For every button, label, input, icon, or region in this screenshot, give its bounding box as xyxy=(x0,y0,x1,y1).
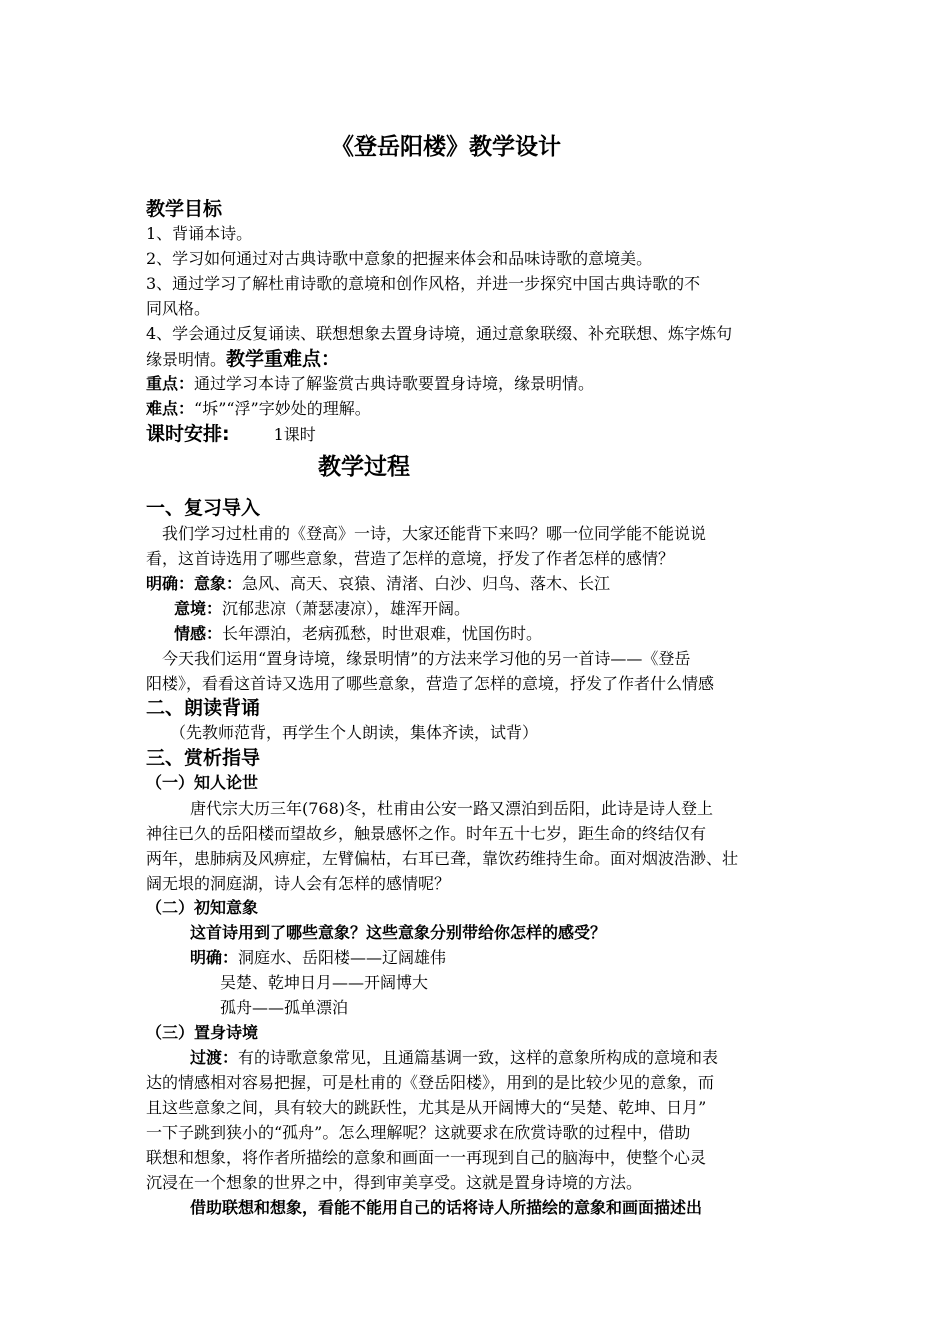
sub3-line-1 xyxy=(190,1046,718,1070)
key-point-text: 通过学习本诗了解鉴赏古典诗歌要置身诗境，缘景明情。 xyxy=(194,374,595,393)
sub1-line-4: 阔无垠的洞庭湖，诗人会有怎样的感情呢？ xyxy=(146,874,451,893)
goal-item-4b: 缘景明情。 xyxy=(146,350,227,369)
difficulty-label: 难点： xyxy=(146,399,195,418)
difficulty-line xyxy=(146,397,371,421)
mood-line xyxy=(174,597,470,621)
goal-item-3b: 同风格。 xyxy=(146,299,211,318)
key-point-label: 重点： xyxy=(146,374,195,393)
sub3-last-line: 借助联想和想象，看能不能用自己的话将诗人所描绘的意象和画面描述出 xyxy=(190,1198,703,1217)
emotion-text: 长年漂泊，老病孤愁，时世艰难，忧国伤时。 xyxy=(222,624,543,643)
sub2-answer-1: 洞庭水、岳阳楼——辽阔雄伟 xyxy=(238,948,447,967)
section-1-para-2a: 今天我们运用“置身诗境，缘景明情”的方法来学习他的另一首诗——《登岳 xyxy=(162,649,691,668)
sub2-answer-label: 明确： xyxy=(190,948,239,967)
process-heading: 教学过程 xyxy=(318,454,410,480)
sub2-question: 这首诗用到了哪些意象？这些意象分别带给你怎样的感受？ xyxy=(190,923,607,942)
clarify-label: 明确：意象： xyxy=(146,574,243,593)
emotion-line xyxy=(174,622,542,646)
sub1-line-2: 神往已久的岳阳楼而望故乡，触景感怀之作。时年五十七岁，距生命的终结仅有 xyxy=(146,824,707,843)
sub3-line-2: 达的情感相对容易把握，可是杜甫的《登岳阳楼》，用到的是比较少见的意象，而 xyxy=(146,1073,715,1092)
section-1-para-1a: 我们学习过杜甫的《登高》一诗，大家还能背下来吗？哪一位同学能不能说说 xyxy=(162,524,707,543)
sub2-answer-3: 孤舟——孤单漂泊 xyxy=(220,998,349,1017)
goal-item-4a: 4、学会通过反复诵读、联想想象去置身诗境，通过意象联缀、补充联想、炼字炼句 xyxy=(146,324,733,343)
sub3-line-6: 沉浸在一个想象的世界之中，得到审美享受。这就是置身诗境的方法。 xyxy=(146,1173,643,1192)
subsection-3-heading: （三）置身诗境 xyxy=(146,1023,259,1042)
document-title: 《登岳阳楼》教学设计 xyxy=(331,134,561,160)
mood-label: 意境： xyxy=(174,599,223,618)
goal-item-4b-line xyxy=(146,347,340,372)
sub1-line-3: 两年，患肺病及风痹症，左臂偏枯，右耳已聋，靠饮药维持生命。面对烟波浩渺、壮 xyxy=(146,849,739,868)
section-2-heading: 二、朗读背诵 xyxy=(146,697,261,719)
section-2-text: （先教师范背，再学生个人朗读，集体齐读，试背） xyxy=(170,723,539,742)
sub3-line-4: 一下子跳到狭小的“孤舟”。怎么理解呢？这就要求在欣赏诗歌的过程中，借助 xyxy=(146,1123,691,1142)
difficulty-text: “坼”“浮”字妙处的理解。 xyxy=(194,399,371,418)
sub3-line-3: 且这些意象之间，具有较大的跳跃性，尤其是从开阔博大的“吴楚、乾坤、日月” xyxy=(146,1098,707,1117)
sub1-line-1: 唐代宗大历三年(768)冬，杜甫由公安一路又漂泊到岳阳，此诗是诗人登上 xyxy=(190,799,714,818)
subsection-1-heading: （一）知人论世 xyxy=(146,773,259,792)
schedule-line xyxy=(146,422,316,447)
key-point-line xyxy=(146,372,594,396)
goal-item-1: 1、背诵本诗。 xyxy=(146,224,253,243)
emotion-label: 情感： xyxy=(174,624,223,643)
subsection-2-heading: （二）初知意象 xyxy=(146,898,259,917)
goal-item-3a: 3、通过学习了解杜甫诗歌的意境和创作风格，并进一步探究中国古典诗歌的不 xyxy=(146,274,701,293)
sub2-answer-2: 吴楚、乾坤日月——开阔博大 xyxy=(220,973,429,992)
section-1-heading: 一、复习导入 xyxy=(146,497,261,519)
clarify-line xyxy=(146,572,610,596)
key-difficulty-heading: 教学重难点： xyxy=(226,348,341,370)
sub3-line-1-text: 有的诗歌意象常见，且通篇基调一致，这样的意象所构成的意境和表 xyxy=(238,1048,719,1067)
schedule-value: 1课时 xyxy=(273,425,316,444)
section-3-heading: 三、赏析指导 xyxy=(146,747,261,769)
mood-text: 沉郁悲凉（萧瑟凄凉），雄浑开阔。 xyxy=(222,599,471,618)
schedule-label: 课时安排: xyxy=(146,423,230,445)
goal-item-2: 2、学习如何通过对古典诗歌中意象的把握来体会和品味诗歌的意境美。 xyxy=(146,249,653,268)
sub3-line-5: 联想和想象，将作者所描绘的意象和画面一一再现到自己的脑海中，使整个心灵 xyxy=(146,1148,707,1167)
sub2-answer-1-line xyxy=(190,946,446,970)
clarify-text: 急风、高天、哀猿、清渚、白沙、归鸟、落木、长江 xyxy=(242,574,611,593)
goals-heading: 教学目标 xyxy=(146,198,223,220)
transition-label: 过渡： xyxy=(190,1048,239,1067)
section-1-para-1b: 看，这首诗选用了哪些意象，营造了怎样的意境，抒发了作者怎样的感情？ xyxy=(146,549,675,568)
section-1-para-2b: 阳楼》，看看这首诗又选用了哪些意象，营造了怎样的意境，抒发了作者什么情感 xyxy=(146,674,715,693)
